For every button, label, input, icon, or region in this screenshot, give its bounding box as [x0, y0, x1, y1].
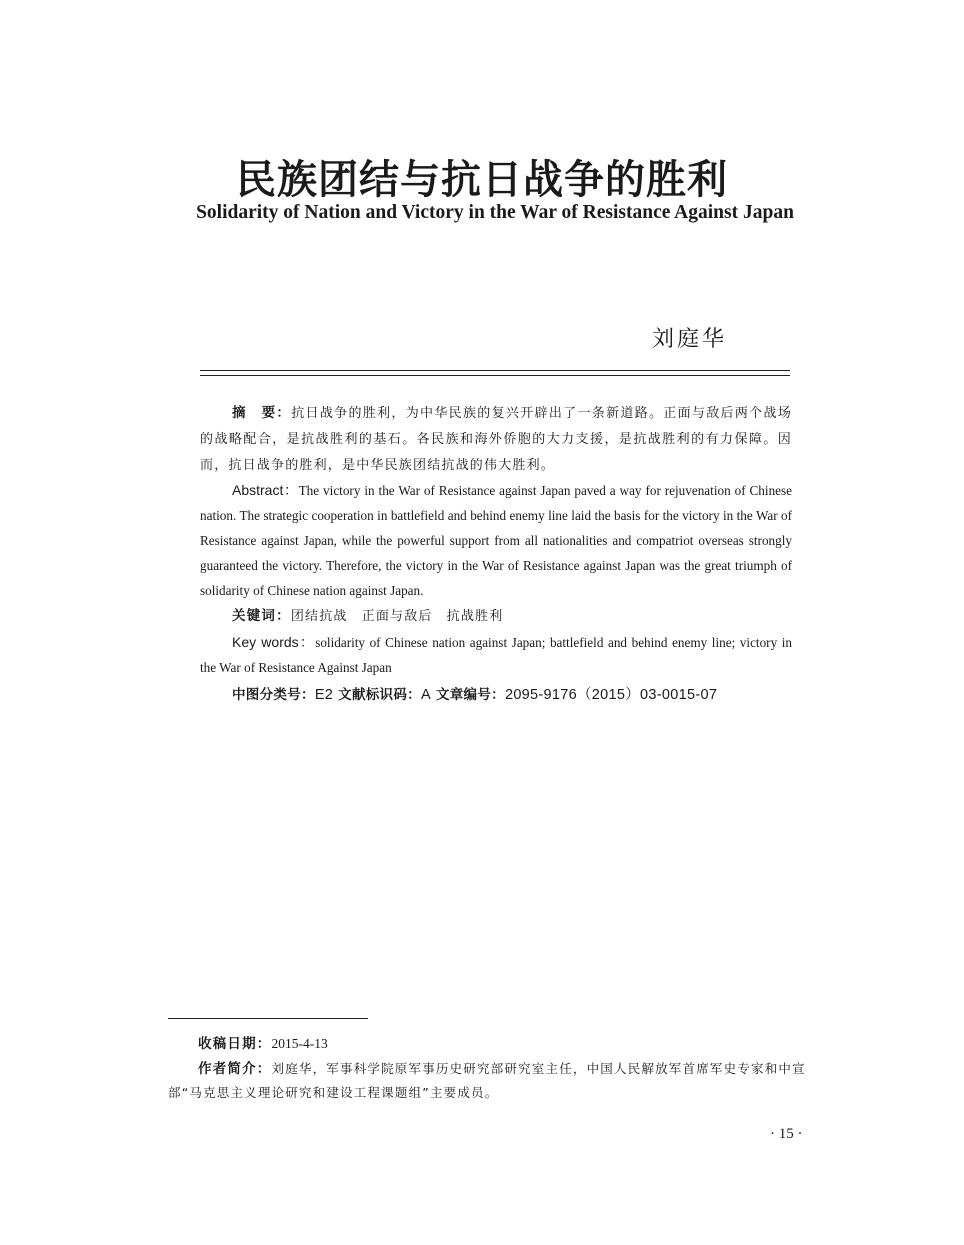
keywords-chinese-label: 关键词：	[232, 608, 291, 624]
keywords-chinese	[200, 603, 792, 630]
classification-line	[232, 683, 717, 704]
clc-label: 中图分类号：	[232, 687, 315, 703]
abstract-chinese-text: 抗日战争的胜利，为中华民族的复兴开辟出了一条新道路。正面与敌后两个战场的战略配合，是抗战胜利的基石。各民族和海外侨胞的大力支援，是抗战胜利的有力保障。因而，抗日战争的胜利，是中华民族团结抗战的伟大胜利。	[200, 406, 792, 473]
article-number-label: 文章编号：	[435, 687, 505, 703]
abstract-chinese-label: 摘 要：	[232, 405, 292, 421]
header-rule-top	[200, 370, 790, 371]
article-title-chinese: 民族团结与抗日战争的胜利	[236, 157, 728, 203]
keyword-item: 团结抗战	[290, 609, 348, 624]
received-date-label: 收稿日期：	[198, 1036, 272, 1052]
keyword-item: 正面与敌后	[361, 609, 433, 624]
author-bio	[168, 1057, 828, 1105]
author-name: 刘庭华	[652, 327, 728, 352]
footnote-separator	[168, 1018, 368, 1019]
abstract-english-text: The victory in the War of Resistance against Japan paved a way for rejuvenation of Chinese nation. The strategic cooperation in battlefield and behind enemy line laid the basis for the victory in the War of Resistance against Japan, while the powerful support from all nationalities and compatriot overseas strongly guaranteed the victory. Therefore, the victory in the War of Resistance against Japan was the great triumph of solidarity of Chinese nation against Japan.	[200, 483, 793, 598]
received-date-line	[198, 1032, 828, 1056]
clc-value: E2	[314, 687, 334, 703]
doc-code-label: 文献标识码：	[338, 687, 421, 703]
keywords-english-text: solidarity of Chinese nation against Japan; battlefield and behind enemy line; victory in the War of Resistance Against Japan	[200, 635, 792, 675]
received-date-value: 2015-4-13	[271, 1036, 328, 1051]
abstract-english	[200, 478, 792, 603]
keywords-english-label: Key words：	[232, 634, 316, 650]
abstract-chinese	[200, 400, 792, 479]
abstract-english-label: Abstract：	[232, 482, 299, 498]
keyword-item: 抗战胜利	[446, 609, 504, 624]
page-number: · 15 ·	[770, 1126, 803, 1142]
keywords-english	[200, 630, 792, 680]
doc-code-value: A	[420, 687, 431, 703]
author-bio-label: 作者简介：	[198, 1061, 272, 1077]
article-number-value: 2095-9176（2015）03-0015-07	[504, 687, 718, 703]
author-bio-text: 刘庭华，军事科学院原军事历史研究部研究室主任，中国人民解放军首席军史专家和中宣部“马克思主义理论研究和建设工程课题组”主要成员。	[168, 1061, 806, 1100]
header-rule-bottom	[200, 375, 790, 376]
article-title-english: Solidarity of Nation and Victory in the War of Resistance Against Japan	[196, 202, 794, 223]
